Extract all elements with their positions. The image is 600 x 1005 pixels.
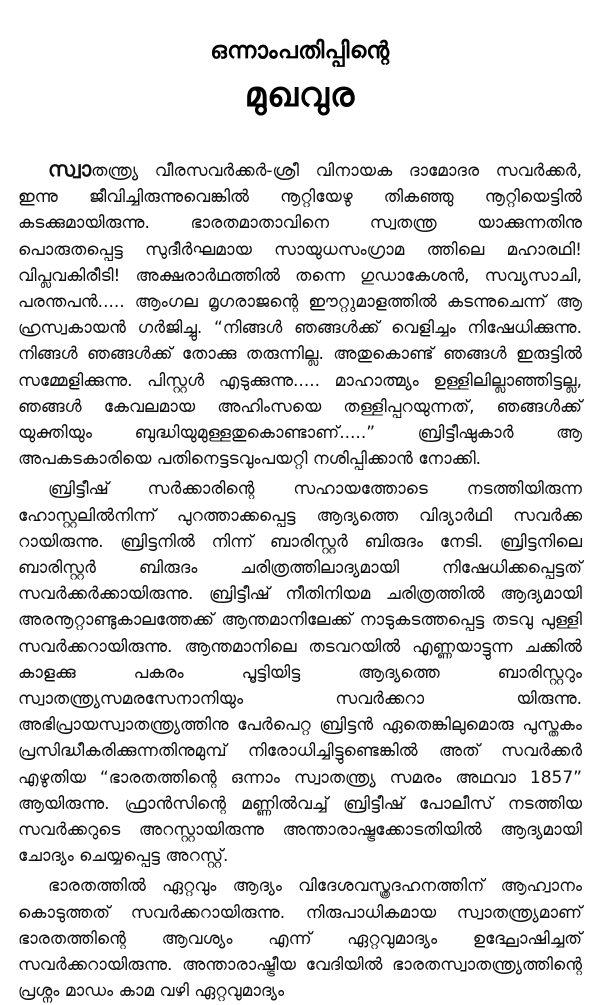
paragraph-3-text: ഭാരതത്തിൽ ഏറ്റവും ആദ്യം വിദേശവസ്ത്രദഹനത്തിന് ആഹ്വാനം കൊടുത്തത് സവർക്കറായിരുന്നു. നിരുപാധികമായ സ്വാതന്ത്ര്യമാണ് ഭാരതത്തിന്റെ ആവശ്യം എന്ന് ഏറ്റവുമാദ്യം ഉദ്ഘോഷിച്ചത് സവർക്കറായിരുന്നു. അന്താരാഷ്ട്രീയ വേദിയിൽ ഭാരതസ്വാതന്ത്ര്യത്തിന്റെ പ്രശ്നം മാഡം കാമ വഴി ഏറ്റവുമാദ്യം bbox=[18, 876, 582, 1002]
paragraph-1 bbox=[18, 156, 582, 472]
heading-block bbox=[18, 34, 582, 118]
paragraph-2 bbox=[18, 476, 582, 869]
body-text bbox=[18, 156, 582, 1005]
paragraph-2-text: ബ്രിട്ടീഷ് സർക്കാരിന്റെ സഹായത്തോടെ നടത്തിയിരുന്ന ഹോസ്റ്റലിൽനിന്ന് പുറത്താക്കപ്പെട്ട ആദ്യത്തെ വിദ്യാർഥി സവർക്ക റായിരുന്നു. ബ്രിട്ടനിൽ നിന്ന് ബാരിസ്റ്റർ ബിരുദം നേടി. ബ്രിട്ടനിലെ ബാരിസ്റ്റർ ബിരുദം ചരിത്രത്തിലാദ്യമായി നിഷേധിക്കപ്പെട്ടത് സവർക്കർക്കായിരുന്നു. ബ്രിട്ടീഷ് നീതിനിയമ ചരിത്രത്തിൽ ആദ്യമായി അരനൂറ്റാണ്ടുകാലത്തേക്ക് ആന്തമാനിലേക്ക് നാടുകടത്തപ്പെട്ട തടവു പുള്ളി സവർക്കറായിരുന്നു. ആന്തമാനിലെ തടവറയിൽ എണ്ണയാട്ടുന്ന ചക്കിൽ കാളക്കു പകരം പൂട്ടിയിട്ട ആദ്യത്തെ ബാരിസ്റ്ററും സ്വാതന്ത്ര്യസമരസേനാനിയും സവർക്കറാ യിരുന്നു. അഭിപ്രായസ്വാതന്ത്ര്യത്തിനു പേർപെറ്റ ബ്രിട്ടൻ ഏതെങ്കിലുമൊരു പുസ്തകം പ്രസിദ്ധീകരിക്കുന്നതിനുമുമ്പ് നിരോധിച്ചിട്ടുണ്ടെങ്കിൽ അത് സവർക്കർ എഴുതിയ “ഭാരതത്തിന്റെ ഒന്നാം സ്വാതന്ത്ര്യ സമരം അഥവാ 1857” ആയിരുന്നു. ഫ്രാൻസിന്റെ മണ്ണിൽവച്ച് ബ്രിട്ടീഷ് പോലീസ് നടത്തിയ സവർക്കറുടെ അറസ്റ്റായിരുന്നു അന്താരാഷ്ട്രക്കോടതിയിൽ ആദ്യമായി ചോദ്യം ചെയ്യപ്പെട്ട അറസ്റ്റ്. bbox=[18, 479, 582, 867]
page-subtitle: ഒന്നാംപതിപ്പിന്റെ bbox=[210, 38, 390, 64]
paragraph-3 bbox=[18, 873, 582, 1004]
page-title: മുഖവുര bbox=[244, 75, 356, 115]
paragraph-1-text: തന്ത്ര്യ വീരസവർക്കർ-ശ്രീ വിനായക ദാമോദര സവർക്കർ, ഇന്നു ജീവിച്ചിരുന്നുവെങ്കിൽ നൂറ്റിയേഴു തികഞ്ഞു നൂറ്റിയെട്ടിൽ കടക്കുമായിരുന്നു. ഭാരതമാതാവിനെ സ്വതന്ത്ര യാക്കുന്നതിനു പൊരുതപ്പെട്ട സുദീർഘമായ സായുധസംഗ്രാമ ത്തിലെ മഹാരഥി! വിപ്ലവകിരീടി! അക്ഷരാർഥത്തിൽ തന്നെ ഗുഡാകേശൻ, സവ്യസാചി, പരന്തപൻ..... ആംഗല മൃഗരാജന്റെ ഈറ്റുമാളത്തിൽ കടന്നുചെന്ന് ആ ഹ്രസ്വകായൻ ഗർജിച്ചു. “നിങ്ങൾ ഞങ്ങൾക്ക് വെളിച്ചം നിഷേധിക്കുന്നു. നിങ്ങൾ ഞങ്ങൾക്ക് തോക്കു തരുന്നില്ല. അതുകൊണ്ട് ഞങ്ങൾ ഇരുട്ടിൽ സമ്മേളിക്കുന്നു. പിസ്റ്റൾ എടുക്കുന്നു..... മാഹാത്മ്യം ഉള്ളിലില്ലാഞ്ഞിട്ടല്ല, ഞങ്ങൾ കേവലമായ അഹിംസയെ തള്ളിപ്പറയുന്നത്, ഞങ്ങൾക്ക് യുക്തിയും ബുദ്ധിയുമുള്ളതുകൊണ്ടാണ്.....” ബ്രിട്ടീഷുകാർ ആ അപകടകാരിയെ പതിനെട്ടടവുംപയറ്റി നശിപ്പിക്കാൻ നോക്കി. bbox=[18, 161, 582, 470]
paragraph-1-lead: സ്വാ bbox=[48, 157, 92, 181]
